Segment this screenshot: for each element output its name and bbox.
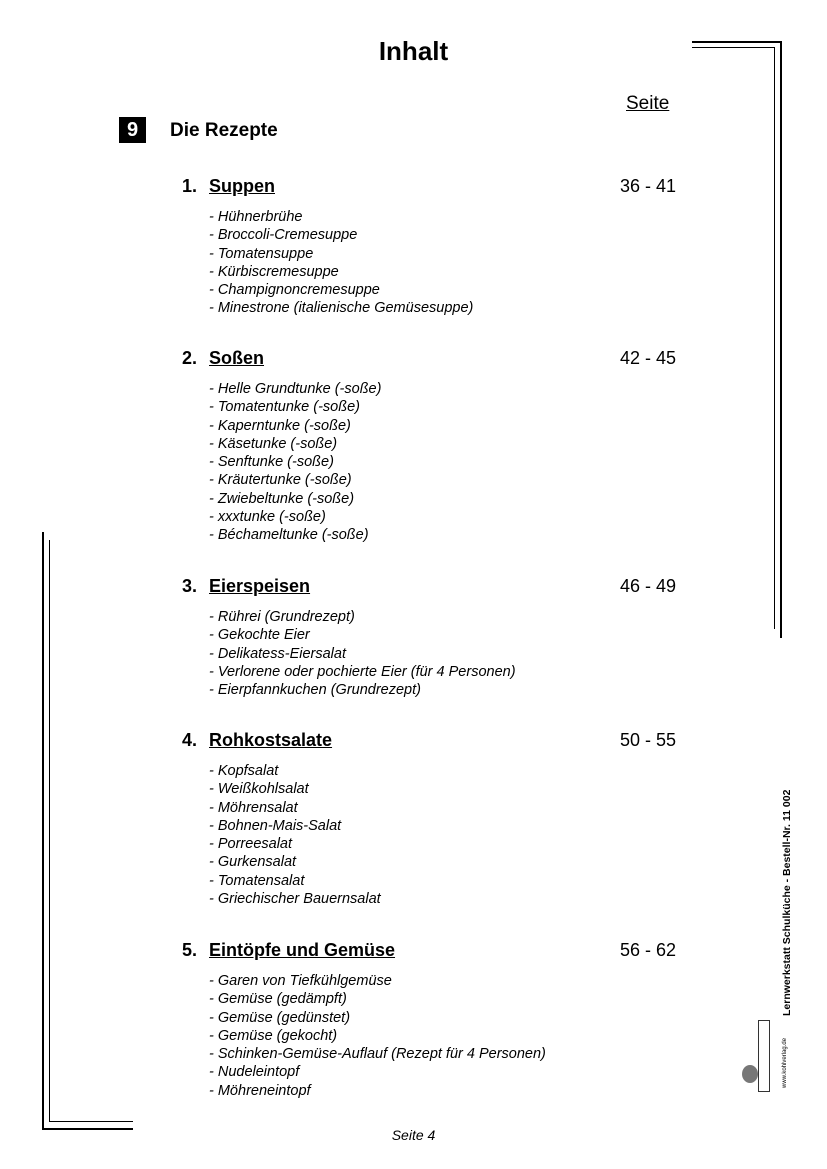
list-item: - Griechischer Bauernsalat (209, 891, 381, 908)
list-item: - Nudeleintopf (209, 1064, 300, 1081)
list-item: - Schinken-Gemüse-Auflauf (Rezept für 4 Personen) (209, 1046, 546, 1063)
list-item: - Hühnerbrühe (209, 209, 303, 225)
list-item: - Eierpfannkuchen (Grundrezept) (209, 682, 421, 699)
section-number: 3. (182, 576, 198, 596)
list-item: - Weißkohlsalat (209, 781, 309, 798)
section-heading (182, 730, 682, 756)
list-item: - Champignoncremesuppe (209, 282, 380, 299)
list-item: - Gemüse (gekocht) (209, 1027, 338, 1044)
list-item: - Rührei (Grundrezept) (209, 609, 355, 625)
recipe-list (209, 208, 682, 318)
section-pages: 42 - 45 (620, 348, 677, 368)
list-item: - Broccoli-Cremesuppe (209, 227, 358, 244)
list-item: - Kürbiscremesuppe (209, 263, 339, 280)
recipe-list (209, 380, 682, 545)
list-item: - Möhrensalat (209, 799, 298, 816)
publisher-website: www.kohlverlag.de (782, 1037, 788, 1088)
chapter-title: Die Rezepte (170, 120, 278, 141)
list-item: - Gekochte Eier (209, 627, 310, 644)
section-sossen (182, 348, 682, 545)
list-item: - Helle Grundtunke (-soße) (209, 381, 382, 397)
list-item: - Verlorene oder pochierte Eier (für 4 Personen) (209, 663, 516, 680)
list-item: - Garen von Tiefkühlgemüse (209, 973, 392, 989)
section-heading (182, 348, 682, 374)
section-suppen (182, 176, 682, 318)
list-item: - Gurkensalat (209, 854, 297, 871)
section-heading (182, 940, 682, 966)
frame-bottom-left-inner-v (49, 540, 50, 1122)
section-rohkostsalate (182, 730, 682, 908)
section-number: 1. (182, 176, 198, 196)
list-item: - Möhreneintopf (209, 1082, 311, 1099)
list-item: - xxxtunke (-soße) (209, 509, 326, 526)
section-pages: 36 - 41 (620, 176, 677, 196)
section-title: Eintöpfe und Gemüse (209, 940, 396, 960)
section-heading (182, 576, 682, 602)
publication-info: Lernwerkstatt Schulküche - Bestell-Nr. 11 002 (781, 789, 793, 1016)
chapter-number-badge: 9 (119, 117, 146, 143)
section-title: Eierspeisen (209, 576, 311, 596)
section-number: 2. (182, 348, 198, 368)
list-item: - Gemüse (gedünstet) (209, 1009, 351, 1026)
frame-top-right-outer-v (780, 41, 782, 638)
section-title: Suppen (209, 176, 275, 196)
frame-bottom-left-inner-h (49, 1121, 133, 1122)
section-eintoepfe-gemuese (182, 940, 682, 1100)
frame-top-right-inner-v (774, 47, 775, 629)
list-item: - Käsetunke (-soße) (209, 435, 338, 452)
list-item: - Bohnen-Mais-Salat (209, 817, 342, 834)
section-number: 5. (182, 940, 198, 960)
list-item: - Kaperntunke (-soße) (209, 417, 351, 434)
section-heading (182, 176, 682, 202)
list-item: - Gemüse (gedämpft) (209, 991, 347, 1008)
section-title: Rohkostsalate (209, 730, 333, 750)
page-footer: Seite 4 (391, 1127, 436, 1143)
list-item: - Béchameltunke (-soße) (209, 527, 369, 544)
tree-logo-icon (742, 1065, 758, 1083)
recipe-list (209, 608, 682, 699)
recipe-list (209, 972, 682, 1100)
section-title: Soßen (209, 348, 265, 368)
list-item: - Minestrone (italienische Gemüsesuppe) (209, 300, 474, 317)
page-column-header: Seite (626, 93, 670, 114)
section-pages: 46 - 49 (620, 576, 677, 596)
list-item: - Zwiebeltunke (-soße) (209, 490, 355, 507)
section-pages: 50 - 55 (620, 730, 677, 750)
list-item: - Kräutertunke (-soße) (209, 472, 352, 489)
list-item: - Kopfsalat (209, 763, 279, 779)
list-item: - Tomatentunke (-soße) (209, 399, 360, 416)
section-pages: 56 - 62 (620, 940, 677, 960)
section-eierspeisen (182, 576, 682, 699)
list-item: - Delikatess-Eiersalat (209, 645, 346, 662)
list-item: - Tomatensalat (209, 872, 305, 889)
recipe-list (209, 762, 682, 908)
list-item: - Tomatensuppe (209, 245, 314, 262)
publisher-logo-icon (758, 1020, 770, 1092)
section-number: 4. (182, 730, 198, 750)
list-item: - Porreesalat (209, 836, 293, 853)
list-item: - Senftunke (-soße) (209, 454, 334, 471)
page-title: Inhalt (378, 36, 449, 66)
frame-bottom-left-outer-v (42, 532, 44, 1130)
